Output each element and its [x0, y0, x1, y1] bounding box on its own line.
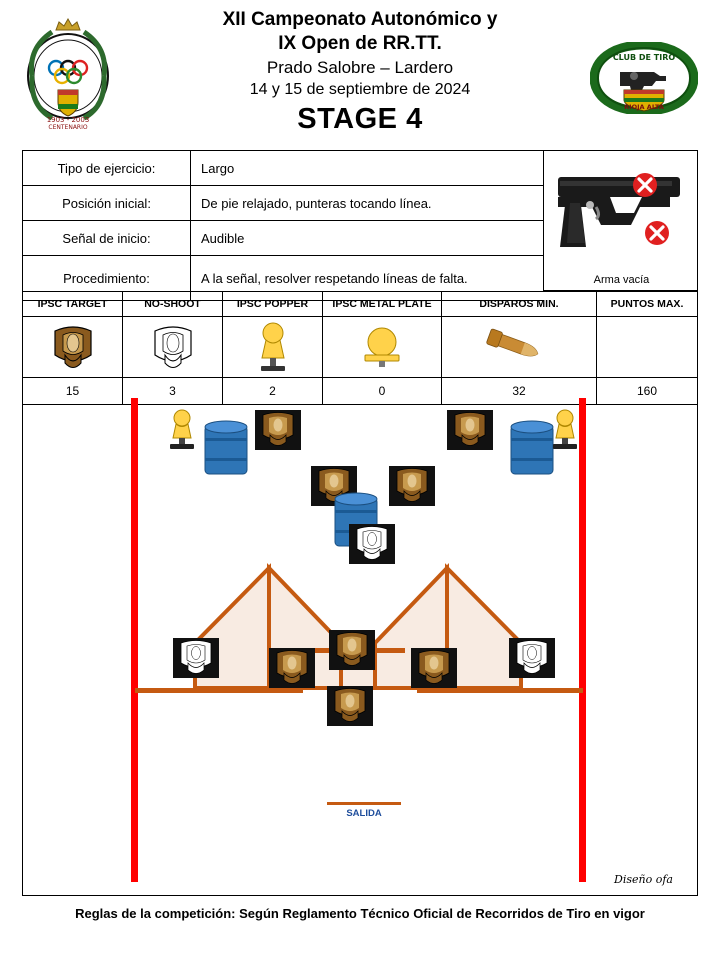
column-header: NO-SHOOT: [123, 292, 223, 316]
score-header-row: [23, 291, 697, 317]
score-value: 160: [636, 384, 658, 398]
barrel-left: [205, 421, 247, 474]
column-header: IPSC TARGET: [23, 292, 123, 316]
stage-diagram: [23, 398, 697, 896]
info-value: Audible: [201, 230, 245, 246]
score-value: 32: [442, 378, 597, 404]
gun-state-cell: [543, 151, 698, 291]
score-value: 2: [223, 378, 323, 404]
table-row: [23, 186, 543, 221]
score-value: 0: [323, 378, 442, 404]
score-value: 3: [123, 378, 223, 404]
no-shoot-icon: [149, 321, 197, 373]
venue: Prado Salobre – Lardero: [266, 58, 454, 77]
table-row: [23, 151, 543, 186]
score-value: 15: [23, 378, 123, 404]
info-label: Procedimiento:: [23, 256, 191, 300]
target-back-right: [447, 410, 493, 450]
column-header: IPSC METAL PLATE: [323, 292, 442, 316]
score-table: [23, 291, 697, 405]
ipsc-metal-plate-icon-cell: [323, 317, 442, 377]
stage-layout-svg: [23, 398, 697, 896]
ipsc-popper-icon-cell: [223, 317, 323, 377]
club-crest-top-text: CLUB DE TIRO: [612, 53, 676, 62]
info-table: [23, 151, 543, 301]
barrel-right: [511, 421, 553, 474]
header: [0, 0, 720, 148]
salida-line: [327, 802, 401, 805]
info-value: A la señal, resolver respetando líneas de falta.: [201, 270, 468, 286]
designer-signature: Diseño ofa: [614, 873, 673, 886]
score-icon-row: [23, 317, 697, 378]
info-label: Posición inicial:: [23, 186, 191, 220]
target-back-left: [255, 410, 301, 450]
salida-label: SALIDA: [346, 808, 382, 819]
crest-centenary-text: CENTENARIO: [48, 124, 88, 130]
column-header: PUNTOS MAX.: [610, 298, 684, 310]
target-center-front: [327, 686, 373, 726]
title-block: [120, 8, 600, 136]
ipsc-target-icon-cell: [23, 317, 123, 377]
no-shoot-left: [173, 638, 219, 678]
bullet-icon: [483, 327, 555, 367]
table-row: [23, 221, 543, 256]
stage-frame: [22, 150, 698, 896]
points-icon-cell: [597, 317, 697, 377]
ipsc-target-icon: [49, 321, 97, 373]
info-label: Tipo de ejercicio:: [23, 151, 191, 185]
federation-crest-icon: [22, 18, 114, 130]
no-shoot-center: [349, 524, 395, 564]
club-crest-bottom-text: RIOJA ALTA: [624, 103, 664, 111]
ipsc-popper-icon: [253, 320, 293, 374]
info-value: De pie relajado, punteras tocando línea.: [201, 195, 432, 211]
dates: 14 y 15 de septiembre de 2024: [249, 81, 471, 98]
no-shoot-icon-cell: [123, 317, 223, 377]
target-mid-right: [389, 466, 435, 506]
footer-rules: Reglas de la competición: Según Reglamento Técnico Oficial de Recorridos de Tiro en vigor: [75, 906, 645, 921]
target-center-back: [329, 630, 375, 670]
ipsc-metal-plate-icon: [355, 322, 409, 372]
target-inner-left: [269, 648, 315, 688]
fault-line-left: [131, 398, 138, 882]
title-line-2: IX Open de RR.TT.: [278, 33, 442, 54]
info-label: Señal de inicio:: [23, 221, 191, 255]
column-header: DISPAROS MIN.: [442, 292, 597, 316]
target-inner-right: [411, 648, 457, 688]
bullet-icon-cell: [442, 317, 597, 377]
column-header: IPSC POPPER: [223, 292, 323, 316]
fault-line-right: [579, 398, 586, 882]
popper-right: [553, 410, 577, 449]
title-line-1: XII Campeonato Autonómico y: [222, 9, 498, 30]
no-shoot-right: [509, 638, 555, 678]
crest-year-text: 1903 - 2003: [46, 116, 90, 124]
club-crest-icon: [590, 42, 698, 114]
pistol-icon: [544, 157, 699, 267]
info-value: Largo: [201, 160, 235, 176]
popper-left: [170, 410, 194, 449]
page-title: STAGE 4: [297, 103, 423, 135]
gun-state-caption: Arma vacía: [593, 274, 650, 286]
